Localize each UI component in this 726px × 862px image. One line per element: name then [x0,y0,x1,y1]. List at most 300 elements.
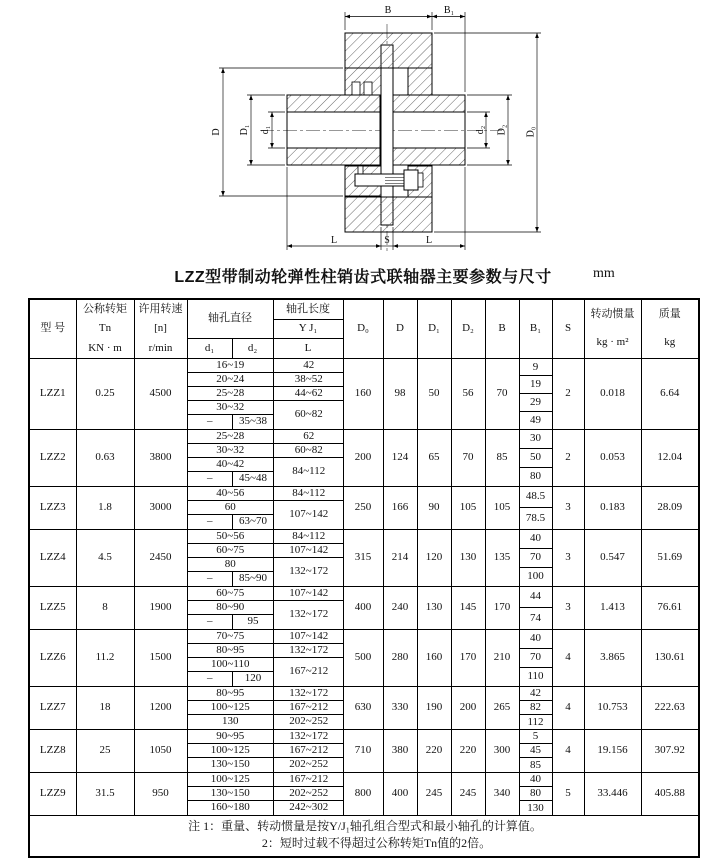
cell-d2: 220 [451,729,485,772]
bolt-end [418,173,423,187]
cell-d0: 315 [343,529,383,586]
cell-bores [187,772,343,815]
cell-model: LZZ6 [29,629,76,686]
bore-length: 84~112 [274,530,344,544]
cell-d: 166 [383,486,417,529]
bore-d1: – [207,572,213,585]
header-speed-line3: r/min [148,342,173,355]
cell-speed: 3800 [134,429,187,486]
cell-inertia: 3.865 [584,629,641,686]
b1-value: 70 [520,549,552,568]
b1-value: 78.5 [525,511,546,524]
elastic-pin [358,166,363,174]
bore-range: 130 [222,715,239,728]
cell-speed: 950 [134,772,187,815]
cell-torque: 8 [76,586,134,629]
dim-label-d2: d₂ [475,125,486,135]
gear-tooth-slot [352,82,360,95]
bore-range: 100~125 [188,701,274,715]
cell-bores [187,729,343,772]
dim-label-d1: d₁ [260,125,271,135]
bore-length: 107~142 [274,544,344,558]
header-model: 型 号 [29,299,76,358]
bore-length: 242~302 [274,801,344,815]
cell-torque: 0.25 [76,358,134,429]
header-torque-line1: 公称转矩 [83,302,127,315]
bore-range: 100~125 [188,773,274,787]
dim-label-L-right: L [425,235,433,246]
bore-range: 80~95 [188,644,274,658]
cell-speed: 1900 [134,586,187,629]
dim-label-L-left: L [330,235,338,246]
cell-d0: 200 [343,429,383,486]
bore-length: 107~142 [274,587,344,601]
header-inertia [584,299,641,358]
b1-value: 70 [520,649,552,668]
spec-row-LZZ6 [29,629,699,686]
cell-torque: 0.63 [76,429,134,486]
spec-table [28,298,700,858]
brake-drum-bottom-rim [345,197,432,232]
note-line-1: 注 1：重量、转动惯量是按Y/J₁轴孔组合型式和最小轴孔的计算值。 [188,819,542,834]
bore-range: 60~75 [188,587,274,601]
cell-speed: 3000 [134,486,187,529]
b1-stack [520,530,552,586]
bore-d1: – [207,472,213,485]
cell-mass: 222.63 [641,686,699,729]
cell-inertia: 1.413 [584,586,641,629]
b1-value: 42 [520,687,552,701]
bore-d2: 35~38 [233,415,274,429]
bore-length: 202~252 [274,715,344,729]
cell-torque: 1.8 [76,486,134,529]
cell-mass: 76.61 [641,586,699,629]
bore-subtable [188,430,344,486]
b1-stack [520,773,552,815]
bore-d1: – [207,415,213,428]
bore-d2: 95 [233,615,274,629]
bore-range: 40~56 [188,487,274,501]
cell-inertia: 0.053 [584,429,641,486]
bore-range: 25~28 [188,430,274,444]
cell-d1: 130 [417,586,451,629]
cell-d0: 400 [343,586,383,629]
bore-length: 107~142 [274,501,344,529]
spec-row-LZZ8 [29,729,699,772]
header-d2: D₂ [451,299,485,358]
b1-value: 112 [527,715,544,728]
header-inertia-line2: kg · m² [596,336,629,349]
bore-subtable [188,687,344,729]
dim-label-B: B [384,5,392,16]
cell-s: 3 [552,586,584,629]
technical-drawing [0,0,726,262]
header-bore-len-l: L [273,338,343,358]
cell-d2: 200 [451,686,485,729]
cell-b1 [519,729,552,772]
header-d: D [383,299,417,358]
b1-value: 40 [520,773,552,787]
cell-d: 98 [383,358,417,429]
header-mass [641,299,699,358]
cell-b1 [519,486,552,529]
cell-mass: 130.61 [641,629,699,686]
cell-s: 4 [552,686,584,729]
cell-model: LZZ9 [29,772,76,815]
b1-value: 74 [530,611,541,624]
cell-bores [187,429,343,486]
cell-b: 85 [485,429,519,486]
bore-length: 167~212 [274,744,344,758]
cell-speed: 1050 [134,729,187,772]
cell-d: 330 [383,686,417,729]
cell-torque: 18 [76,686,134,729]
cell-inertia: 10.753 [584,686,641,729]
bore-length: 60~82 [274,401,344,429]
cell-torque: 31.5 [76,772,134,815]
bore-length: 44~62 [274,387,344,401]
bore-length: 167~212 [274,773,344,787]
cell-speed: 4500 [134,358,187,429]
cell-model: LZZ7 [29,686,76,729]
bore-d1: – [207,615,213,628]
cell-d: 380 [383,729,417,772]
bolt-nut [404,170,418,190]
bore-length: 84~112 [274,458,344,486]
cell-s: 2 [552,429,584,486]
bore-d2: 85~90 [233,572,274,586]
bore-length: 132~172 [274,644,344,658]
header-inertia-line1: 转动惯量 [590,308,635,321]
gear-flange-top [345,68,381,95]
cell-d: 400 [383,772,417,815]
cell-d: 124 [383,429,417,486]
cell-b: 135 [485,529,519,586]
bore-subtable [188,730,344,772]
left-hub-top [287,95,380,112]
b1-stack [520,687,552,729]
cell-bores [187,586,343,629]
cell-bores [187,629,343,686]
bore-range: 100~110 [188,658,274,672]
left-hub-bottom [287,148,380,165]
cell-b1 [519,686,552,729]
bore-range: 30~32 [188,444,274,458]
cell-d2: 56 [451,358,485,429]
header-speed [134,299,187,358]
dim-label-D2: D₂ [496,124,508,136]
header-torque [76,299,134,358]
b1-value: 49 [530,413,541,426]
cell-d1: 90 [417,486,451,529]
cell-d2: 70 [451,429,485,486]
bore-range: 90~95 [188,730,274,744]
bore-d2: 45~48 [233,472,274,486]
cell-mass: 307.92 [641,729,699,772]
cell-bores [187,686,343,729]
bore-range: 80~95 [188,687,274,701]
cell-mass: 6.64 [641,358,699,429]
b1-value: 30 [520,430,552,449]
b1-stack [520,730,552,772]
header-mass-line2: kg [664,336,676,349]
header-bore-len-type: Y J₁ [273,319,343,338]
bore-length: 62 [274,430,344,444]
b1-value: 80 [530,470,541,483]
dim-label-D: D [211,128,222,136]
cell-d2: 105 [451,486,485,529]
bore-range: 80~90 [188,601,274,615]
header-bore-d1: d₁ [187,338,232,358]
header-torque-line3: KN · m [88,342,122,355]
bore-length: 38~52 [274,373,344,387]
bore-length: 202~252 [274,758,344,772]
b1-value: 80 [520,787,552,801]
spec-row-LZZ5 [29,586,699,629]
bore-range: 50~56 [188,530,274,544]
cell-model: LZZ2 [29,429,76,486]
bore-length: 132~172 [274,601,344,629]
bore-length: 107~142 [274,630,344,644]
b1-value: 45 [520,744,552,758]
bore-length: 60~82 [274,444,344,458]
cell-d1: 65 [417,429,451,486]
cell-d0: 800 [343,772,383,815]
bore-length: 132~172 [274,687,344,701]
cell-b: 70 [485,358,519,429]
bore-d1: – [207,672,213,685]
header-d0: D₀ [343,299,383,358]
cell-s: 5 [552,772,584,815]
cell-model: LZZ5 [29,586,76,629]
cell-d2: 130 [451,529,485,586]
b1-stack [520,587,552,629]
cell-d0: 160 [343,358,383,429]
header-bore-dia: 轴孔直径 [187,299,273,338]
cell-bores [187,529,343,586]
dim-label-S: S [384,235,390,246]
header-torque-line2: Tn [98,322,112,335]
notes-cell [29,815,699,857]
bore-length: 132~172 [274,730,344,744]
b1-value: 100 [527,570,544,583]
cell-b1 [519,772,552,815]
bore-length: 42 [274,359,344,373]
bore-subtable [188,487,344,529]
bore-length: 167~212 [274,701,344,715]
bore-range: 40~42 [188,458,274,472]
cell-inertia: 0.547 [584,529,641,586]
cell-bores [187,358,343,429]
b1-value: 40 [520,530,552,549]
header-bore-d2: d₂ [232,338,273,358]
cell-d1: 245 [417,772,451,815]
b1-value: 29 [520,394,552,412]
b1-stack [520,487,552,529]
cell-b: 300 [485,729,519,772]
b1-value: 85 [530,758,541,771]
header-s: S [552,299,584,358]
note-line-2: 2：短时过载不得超过公称转矩Tn值的2倍。 [261,836,492,850]
cell-speed: 1500 [134,629,187,686]
bore-range: 70~75 [188,630,274,644]
bore-d1: – [207,515,213,528]
header-b1: B₁ [519,299,552,358]
spec-table-wrap [28,298,726,858]
title-row [0,264,726,294]
cell-b: 170 [485,586,519,629]
b1-stack [520,430,552,486]
bore-length: 167~212 [274,658,344,686]
cell-d0: 500 [343,629,383,686]
b1-value: 50 [520,449,552,468]
bore-subtable [188,530,344,586]
unit-label: mm [593,266,615,281]
header-speed-line1: 许用转速 [138,302,183,315]
b1-stack [520,359,552,429]
right-hub-top [393,95,465,112]
bore-subtable [188,587,344,629]
cell-b: 340 [485,772,519,815]
b1-value: 5 [520,730,552,744]
cell-speed: 2450 [134,529,187,586]
cell-d1: 120 [417,529,451,586]
cell-speed: 1200 [134,686,187,729]
cell-mass: 12.04 [641,429,699,486]
spec-row-LZZ1 [29,358,699,429]
b1-value: 110 [527,670,544,683]
cell-b: 265 [485,686,519,729]
cell-d1: 160 [417,629,451,686]
coupling-cross-section [0,0,726,262]
cell-b1 [519,358,552,429]
bore-subtable [188,359,344,429]
b1-value: 44 [520,587,552,609]
spec-row-LZZ3 [29,486,699,529]
cell-s: 4 [552,629,584,686]
cell-mass: 51.69 [641,529,699,586]
bore-range: 16~19 [188,359,274,373]
cell-model: LZZ1 [29,358,76,429]
cell-d1: 220 [417,729,451,772]
bore-range: 60~75 [188,544,274,558]
cell-d: 240 [383,586,417,629]
b1-value: 48.5 [520,487,552,509]
cell-b1 [519,629,552,686]
bore-length: 202~252 [274,787,344,801]
b1-value: 130 [527,801,544,814]
drum-web-top [408,68,432,95]
cell-d0: 250 [343,486,383,529]
dim-label-D1: D₁ [239,124,250,136]
bore-length: 84~112 [274,487,344,501]
spec-row-LZZ2 [29,429,699,486]
cell-d2: 170 [451,629,485,686]
bore-d2: 63~70 [233,515,274,529]
b1-stack [520,630,552,686]
bore-range: 100~125 [188,744,274,758]
cell-s: 2 [552,358,584,429]
cell-d: 214 [383,529,417,586]
right-hub-bottom [393,148,465,165]
cell-b1 [519,529,552,586]
cell-b: 105 [485,486,519,529]
cell-b1 [519,586,552,629]
bore-range: 80 [188,558,274,572]
b1-value: 82 [520,701,552,715]
bore-subtable [188,630,344,686]
bore-range: 30~32 [188,401,274,415]
b1-value: 19 [520,376,552,394]
cell-bores [187,486,343,529]
cell-model: LZZ3 [29,486,76,529]
cell-s: 4 [552,729,584,772]
cell-torque: 11.2 [76,629,134,686]
bore-range: 25~28 [188,387,274,401]
bore-range: 20~24 [188,373,274,387]
dim-label-B1: B₁ [443,5,455,16]
cell-mass: 405.88 [641,772,699,815]
cell-torque: 4.5 [76,529,134,586]
dim-label-D0: D₀ [525,126,537,138]
cell-inertia: 0.018 [584,358,641,429]
spec-row-LZZ7 [29,686,699,729]
cell-d: 280 [383,629,417,686]
brake-drum-top-rim [345,33,432,68]
header-speed-line2: [n] [154,322,167,335]
header-mass-line1: 质量 [658,308,681,321]
cell-d0: 630 [343,686,383,729]
cell-torque: 25 [76,729,134,772]
cell-s: 3 [552,529,584,586]
bore-length: 132~172 [274,558,344,586]
spec-table-head [29,299,699,358]
bore-range: 160~180 [210,801,250,814]
cell-mass: 28.09 [641,486,699,529]
bore-subtable [188,773,344,815]
bore-range: 130~150 [210,758,250,771]
header-d1: D₁ [417,299,451,358]
bore-d2: 120 [233,672,274,686]
cell-d2: 145 [451,586,485,629]
cell-inertia: 19.156 [584,729,641,772]
cell-inertia: 33.446 [584,772,641,815]
spec-table-notes [29,815,699,857]
spec-row-LZZ9 [29,772,699,815]
page-title: LZZ型带制动轮弹性柱销齿式联轴器主要参数与尺寸 [174,269,552,286]
gear-tooth-slot [364,82,372,95]
b1-value: 9 [520,359,552,377]
cell-s: 3 [552,486,584,529]
bolt-shank [355,174,405,186]
cell-model: LZZ8 [29,729,76,772]
cell-d1: 190 [417,686,451,729]
bore-range: 130~150 [188,787,274,801]
cell-b1 [519,429,552,486]
bore-range: 60 [188,501,274,515]
header-b: B [485,299,519,358]
cell-d2: 245 [451,772,485,815]
cell-b: 210 [485,629,519,686]
cell-d1: 50 [417,358,451,429]
header-bore-len: 轴孔长度 [273,299,343,319]
b1-value: 40 [520,630,552,649]
cell-inertia: 0.183 [584,486,641,529]
spec-row-LZZ4 [29,529,699,586]
cell-d0: 710 [343,729,383,772]
cell-model: LZZ4 [29,529,76,586]
spec-table-body [29,358,699,815]
